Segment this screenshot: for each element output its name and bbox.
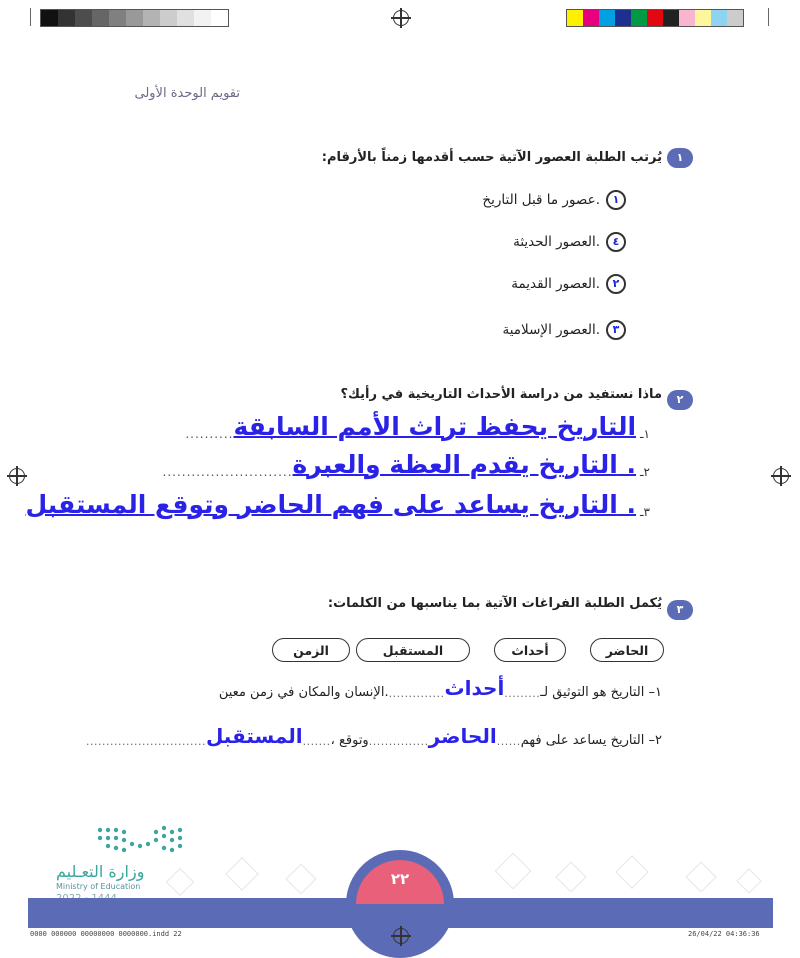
word-chip: الحاضر <box>590 638 664 662</box>
era-label: العصور الحديثة. <box>513 234 600 250</box>
question-text: يُرتب الطلبة العصور الآتية حسب أقدمها زمناً بالأرقام: <box>321 150 662 165</box>
order-number: ٤ <box>606 232 626 252</box>
era-label: العصور الإسلامية. <box>502 322 600 338</box>
order-number: ٣ <box>606 320 626 340</box>
dotted-line: .......... <box>185 427 234 441</box>
crop-mark <box>768 8 769 26</box>
page-number: ٢٢ <box>390 870 410 888</box>
sentence-middle: ، وتوقع <box>330 733 369 748</box>
sentence-prefix: ٢– التاريخ يساعد على فهم <box>520 733 662 748</box>
print-slug-date: 26/04/22 04:36:36 <box>688 930 760 938</box>
registration-mark-icon <box>9 468 25 484</box>
ministry-name-english: Ministry of Education <box>56 882 141 891</box>
answer-line <box>163 450 650 479</box>
word-chip: أحداث <box>494 638 566 662</box>
handwritten-answer: أحداث <box>444 676 505 700</box>
decorative-diamond <box>555 861 586 892</box>
sentence-prefix: ١– التاريخ هو التوثيق لـ <box>540 685 662 700</box>
dotted-line: ......... <box>504 687 541 700</box>
question-text: يُكمل الطلبة الفراغات الآتية بما يناسبها من الكلمات: <box>327 596 662 611</box>
decorative-diamond <box>615 855 649 889</box>
crop-mark <box>30 8 31 26</box>
unit-title: تقويم الوحدة الأولى <box>134 86 240 101</box>
decorative-diamond <box>285 863 316 894</box>
decorative-diamond <box>166 868 194 896</box>
registration-mark-icon <box>393 10 409 26</box>
answer-number: ١ـ <box>640 427 650 441</box>
decorative-diamond <box>685 861 716 892</box>
answer-number: ٢ـ <box>640 465 650 479</box>
ministry-name-arabic: وزارة التعـليم <box>56 862 145 881</box>
era-item <box>513 232 626 252</box>
registration-mark-icon <box>773 468 789 484</box>
answer-line <box>25 490 650 519</box>
print-slug-file: 0000 000000 00000000 0000000.indd 22 <box>30 930 182 938</box>
handwritten-answer: المستقبل <box>205 724 303 748</box>
era-item <box>502 320 626 340</box>
order-number: ١ <box>606 190 626 210</box>
answer-line <box>185 412 650 441</box>
answer-number: ٣ـ <box>640 505 650 519</box>
sentence-suffix: الإنسان والمكان في زمن معين. <box>218 685 389 700</box>
word-chip: الزمن <box>272 638 350 662</box>
fill-in-line <box>86 724 662 748</box>
decorative-diamond <box>736 868 761 893</box>
cmyk-color-bar <box>566 9 744 27</box>
question-badge: ٢ <box>667 390 693 410</box>
ministry-logo-icon <box>96 824 186 858</box>
dotted-line: ........................... <box>162 465 293 479</box>
era-item <box>482 190 626 210</box>
registration-mark-icon <box>393 928 409 944</box>
era-label: العصور القديمة. <box>511 276 600 292</box>
dotted-line: ............... <box>368 735 429 748</box>
handwritten-answer: التاريخ يحفظ تراث الأمم السابقة <box>233 412 637 441</box>
question-badge: ١ <box>667 148 693 168</box>
dotted-line: ....... <box>302 735 331 748</box>
handwritten-answer: التاريخ يساعد على فهم الحاضر وتوقع المستقبل . <box>25 490 637 519</box>
dotted-line: ...... <box>496 735 521 748</box>
fill-in-line <box>219 676 662 700</box>
word-chip: المستقبل <box>356 638 470 662</box>
question-text: ماذا نستفيد من دراسة الأحداث التاريخية في رأيك؟ <box>340 387 662 402</box>
dotted-line: .............. <box>388 687 445 700</box>
handwritten-answer: التاريخ يقدم العظة والعبرة . <box>292 450 637 479</box>
decorative-diamond <box>225 857 259 891</box>
order-number: ٢ <box>606 274 626 294</box>
dotted-line: .............................. <box>86 735 206 748</box>
handwritten-answer: الحاضر <box>428 724 497 748</box>
question-badge: ٣ <box>667 600 693 620</box>
era-label: عصور ما قبل التاريخ. <box>482 192 600 208</box>
grayscale-color-bar <box>40 9 229 27</box>
era-item <box>511 274 626 294</box>
decorative-diamond <box>495 853 532 890</box>
